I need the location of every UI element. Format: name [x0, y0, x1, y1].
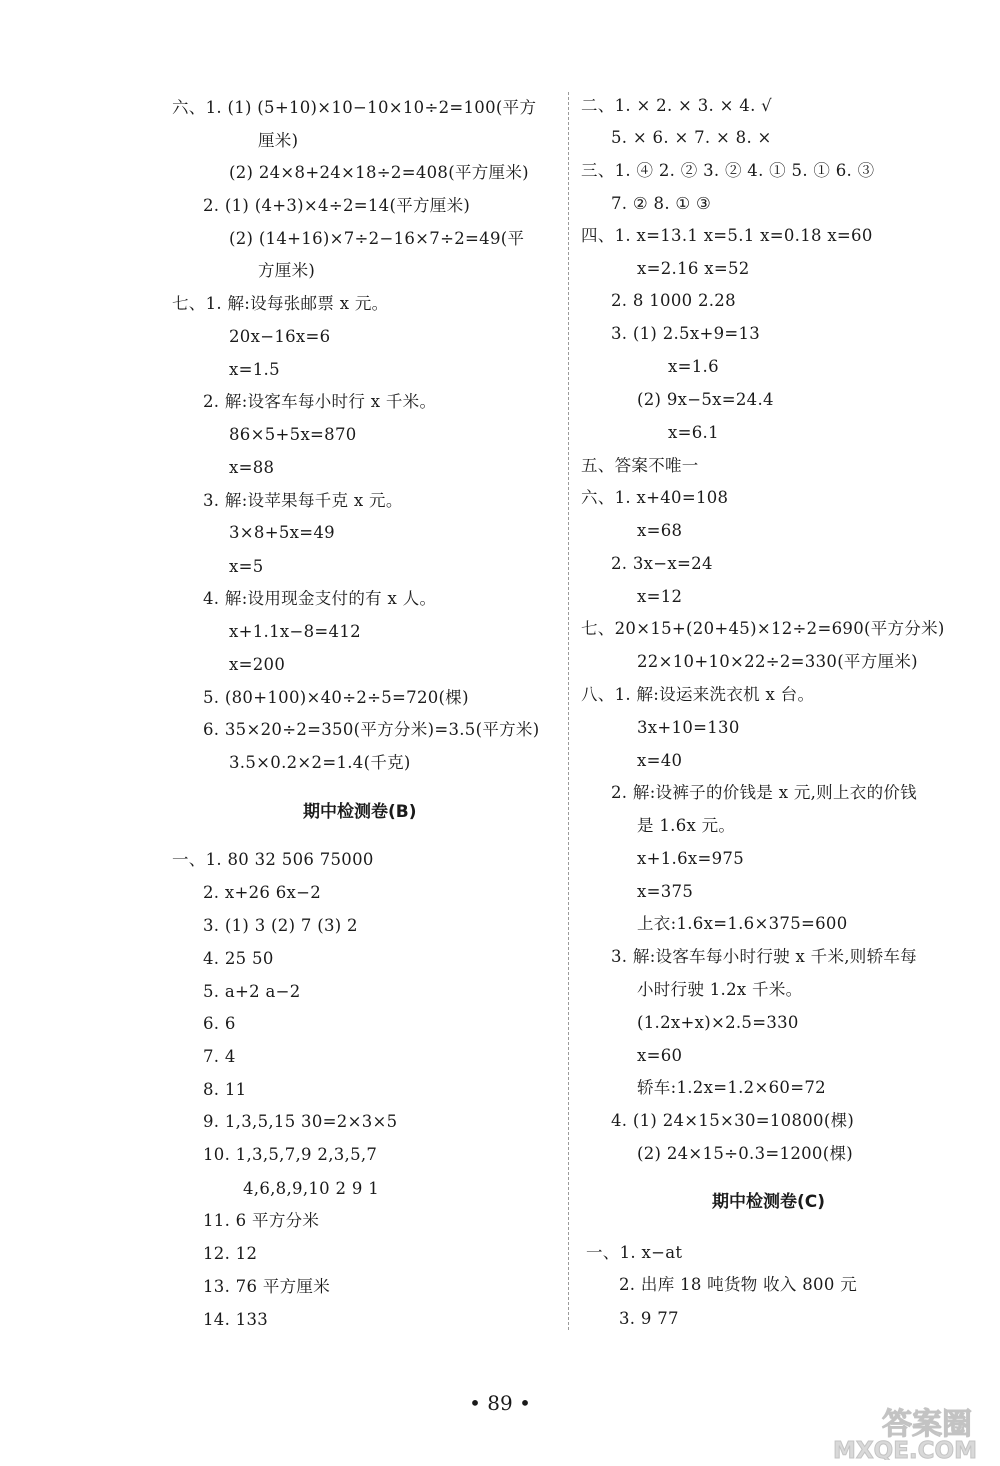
answer-line: 2. 出库 18 吨货物 收入 800 元 [619, 1275, 858, 1294]
watermark-logo [775, 1404, 990, 1460]
answer-line: x=60 [637, 1046, 683, 1065]
answer-line: x=1.6 [668, 357, 719, 376]
answer-line: 厘米) [258, 131, 299, 150]
answer-line: 小时行驶 1.2x 千米。 [637, 980, 803, 999]
answer-line: 五、答案不唯一 [581, 456, 699, 475]
answer-line: 3. 解:设客车每小时行驶 x 千米,则轿车每 [611, 947, 917, 966]
answer-line: x=2.16 x=52 [637, 259, 750, 278]
answer-line: 7. ② 8. ① ③ [611, 194, 712, 213]
answer-line: 2. x+26 6x−2 [203, 883, 322, 902]
answer-line: 3. (1) 3 (2) 7 (3) 2 [203, 916, 358, 935]
answer-line: x=68 [637, 521, 683, 540]
answer-line: 6. 6 [203, 1014, 236, 1033]
answer-line: 3×8+5x=49 [229, 523, 335, 542]
answer-line: 10. 1,3,5,7,9 2,3,5,7 [203, 1145, 378, 1164]
answer-line: 3. 9 77 [619, 1309, 679, 1328]
answer-line: 9. 1,3,5,15 30=2×3×5 [203, 1112, 398, 1131]
answer-line: 2. 解:设客车每小时行 x 千米。 [203, 392, 437, 411]
answer-line: 22×10+10×22÷2=330(平方厘米) [637, 652, 918, 671]
answer-line: 方厘米) [258, 261, 316, 280]
answer-line: x=200 [229, 655, 286, 674]
answer-line: 86×5+5x=870 [229, 425, 357, 444]
answer-line: 六、1. x+40=108 [581, 488, 729, 507]
answer-line: 二、1. × 2. × 3. × 4. √ [581, 96, 772, 115]
answer-line: (2) (14+16)×7÷2−16×7÷2=49(平 [229, 229, 525, 248]
section-heading: 期中检测卷(C) [712, 1192, 826, 1212]
answer-line: x=40 [637, 751, 683, 770]
answer-line: x=88 [229, 458, 275, 477]
answer-line: 8. 11 [203, 1080, 247, 1099]
answer-line: 是 1.6x 元。 [637, 816, 736, 835]
answer-line: 4. (1) 24×15×30=10800(棵) [611, 1111, 855, 1130]
page-number: • 89 • [469, 1391, 531, 1415]
answer-line: 轿车:1.2x=1.2×60=72 [637, 1078, 826, 1097]
answer-line: 一、1. 80 32 506 75000 [172, 850, 374, 869]
answer-line: 4. 25 50 [203, 949, 274, 968]
answer-line: 13. 76 平方厘米 [203, 1277, 331, 1296]
answer-line: x=5 [229, 557, 264, 576]
answer-line: 三、1. ④ 2. ② 3. ② 4. ① 5. ① 6. ③ [581, 161, 875, 180]
answer-line: 2. (1) (4+3)×4÷2=14(平方厘米) [203, 196, 471, 215]
answer-line: 3x+10=130 [637, 718, 740, 737]
watermark-title: 答案圈 [882, 1407, 972, 1442]
answer-line: 4. 解:设用现金支付的有 x 人。 [203, 589, 437, 608]
answer-line: 七、1. 解:设每张邮票 x 元。 [172, 294, 389, 313]
answer-line: 2. 8 1000 2.28 [611, 291, 736, 310]
answer-line: x=12 [637, 587, 683, 606]
answer-line: 12. 12 [203, 1244, 258, 1263]
section-heading: 期中检测卷(B) [303, 802, 417, 822]
answer-line: 八、1. 解:设运来洗衣机 x 台。 [581, 685, 815, 704]
answer-line: 七、20×15+(20+45)×12÷2=690(平方分米) [581, 619, 945, 638]
answer-line: 14. 133 [203, 1310, 269, 1329]
answer-line: 3.5×0.2×2=1.4(千克) [229, 753, 411, 772]
answer-line: 四、1. x=13.1 x=5.1 x=0.18 x=60 [581, 226, 873, 245]
answer-line: 4,6,8,9,10 2 9 1 [243, 1179, 379, 1198]
answer-line: x=1.5 [229, 360, 280, 379]
answer-line: x+1.1x−8=412 [229, 622, 361, 641]
answer-line: 六、1. (1) (5+10)×10−10×10÷2=100(平方 [172, 98, 537, 117]
watermark-domain: MXQE.COM [833, 1438, 977, 1460]
answer-line: 7. 4 [203, 1047, 236, 1066]
answer-line: (2) 9x−5x=24.4 [637, 390, 774, 409]
answer-line: 5. a+2 a−2 [203, 982, 301, 1001]
answer-line: 20x−16x=6 [229, 327, 331, 346]
answer-line: 3. 解:设苹果每千克 x 元。 [203, 491, 403, 510]
answer-line: x=6.1 [668, 423, 719, 442]
answer-line: 2. 解:设裤子的价钱是 x 元,则上衣的价钱 [611, 783, 917, 802]
answer-line: 5. (80+100)×40÷2÷5=720(棵) [203, 688, 469, 707]
answer-line: 11. 6 平方分米 [203, 1211, 320, 1230]
answer-line: 6. 35×20÷2=350(平方分米)=3.5(平方米) [203, 720, 540, 739]
answer-line: (2) 24×15÷0.3=1200(棵) [637, 1144, 853, 1163]
answer-line: 2. 3x−x=24 [611, 554, 713, 573]
answer-line: (2) 24×8+24×18÷2=408(平方厘米) [229, 163, 529, 182]
column-divider [568, 92, 569, 1330]
answer-line: 上衣:1.6x=1.6×375=600 [637, 914, 848, 933]
answer-line: (1.2x+x)×2.5=330 [637, 1013, 799, 1032]
answer-line: x+1.6x=975 [637, 849, 744, 868]
answer-line: x=375 [637, 882, 694, 901]
answer-line: 5. × 6. × 7. × 8. × [611, 128, 772, 147]
answer-line: 3. (1) 2.5x+9=13 [611, 324, 761, 343]
answer-line: 一、1. x−at [586, 1243, 683, 1262]
